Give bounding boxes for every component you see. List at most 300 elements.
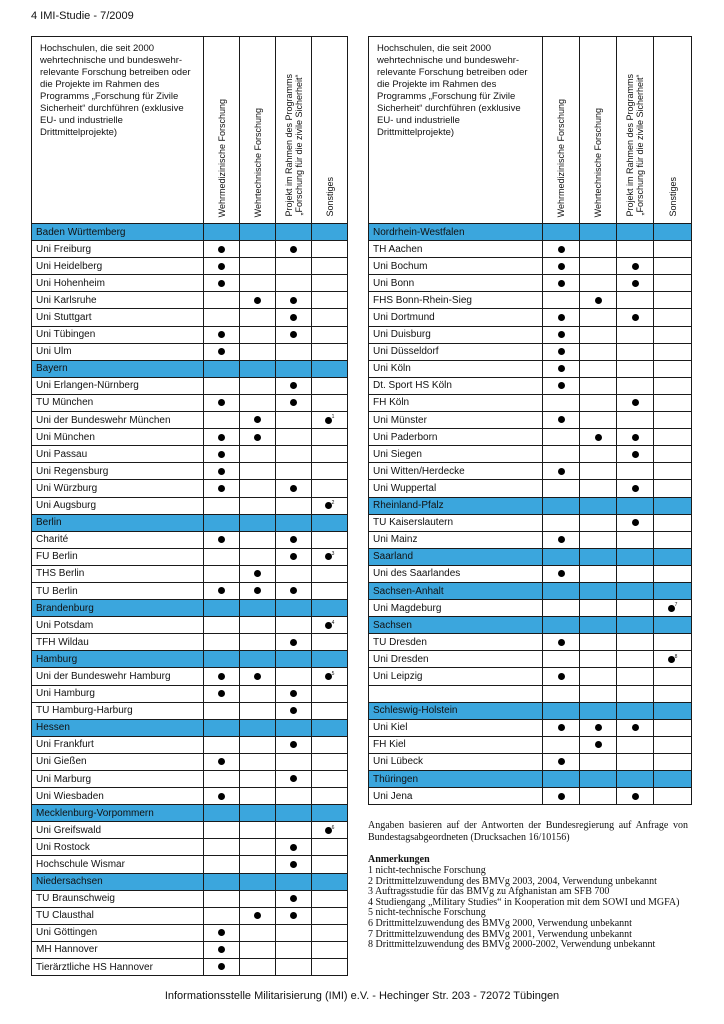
state-section-row xyxy=(369,617,692,634)
table-row xyxy=(32,241,348,258)
state-name: Sachsen-Anhalt xyxy=(369,582,543,599)
marker-cell xyxy=(312,309,348,326)
marker-cell xyxy=(654,480,692,497)
table-row xyxy=(32,771,348,788)
table-row xyxy=(32,377,348,394)
marker-cell xyxy=(240,753,276,770)
marker-cell xyxy=(312,685,348,702)
bullet-dot-icon xyxy=(290,553,297,560)
university-name: TU Hamburg-Harburg xyxy=(32,702,204,719)
col-label: Projekt im Rahmen des Programms „Forschung für die zivile Sicherheit“ xyxy=(283,74,304,217)
marker-cell xyxy=(240,634,276,651)
university-name: Uni Potsdam xyxy=(32,617,204,634)
notes-title: Anmerkungen xyxy=(368,854,430,865)
university-name: FU Berlin xyxy=(32,548,204,565)
bullet-dot-icon xyxy=(668,605,675,612)
state-name: Hessen xyxy=(32,719,204,736)
marker-cell xyxy=(240,463,276,480)
marker-cell xyxy=(204,275,240,292)
marker-cell xyxy=(617,531,654,548)
marker-cell xyxy=(312,788,348,805)
section-cell xyxy=(617,548,654,565)
marker-cell xyxy=(580,429,617,446)
section-cell xyxy=(654,548,692,565)
bullet-dot-icon xyxy=(632,724,639,731)
marker-cell xyxy=(654,292,692,309)
state-section-row xyxy=(32,651,348,668)
marker-cell xyxy=(312,582,348,599)
bullet-dot-icon xyxy=(290,639,297,646)
bullet-dot-icon xyxy=(632,314,639,321)
marker-cell xyxy=(543,514,580,531)
marker-cell xyxy=(312,839,348,856)
marker-cell xyxy=(204,241,240,258)
bullet-dot-icon xyxy=(254,416,261,423)
footnote-ref: 5 xyxy=(331,670,335,677)
right-table-body xyxy=(369,224,692,805)
university-name: TU Dresden xyxy=(369,634,543,651)
marker-cell xyxy=(617,446,654,463)
note-item: 7 Drittmittelzuwendung des BMVg 2001, Verwendung unbekannt xyxy=(368,928,632,940)
section-cell xyxy=(580,548,617,565)
col-label: Wehrtechnische Forschung xyxy=(593,107,603,217)
state-section-row xyxy=(32,719,348,736)
marker-cell xyxy=(580,275,617,292)
state-section-row xyxy=(369,497,692,514)
marker-cell xyxy=(240,326,276,343)
table-row xyxy=(369,463,692,480)
marker-cell xyxy=(312,258,348,275)
marker-cell xyxy=(240,941,276,958)
marker-cell xyxy=(240,856,276,873)
col-header-wehrmedizin xyxy=(543,37,580,224)
marker-cell xyxy=(617,275,654,292)
section-cell xyxy=(312,719,348,736)
marker-cell xyxy=(543,736,580,753)
marker-cell xyxy=(276,480,312,497)
col-header-wehrtechnik xyxy=(240,37,276,224)
marker-cell xyxy=(312,275,348,292)
bullet-dot-icon xyxy=(290,297,297,304)
university-name: TU Kaiserslautern xyxy=(369,514,543,531)
bullet-dot-icon xyxy=(254,570,261,577)
marker-cell xyxy=(654,736,692,753)
university-name: Uni Dortmund xyxy=(369,309,543,326)
bullet-dot-icon xyxy=(254,434,261,441)
bullet-dot-icon xyxy=(558,382,565,389)
bullet-dot-icon xyxy=(558,365,565,372)
state-section-row xyxy=(32,360,348,377)
marker-cell xyxy=(312,771,348,788)
marker-cell xyxy=(240,617,276,634)
marker-cell xyxy=(617,463,654,480)
section-cell xyxy=(204,360,240,377)
marker-cell xyxy=(312,702,348,719)
marker-cell xyxy=(204,463,240,480)
marker-cell xyxy=(580,258,617,275)
bullet-dot-icon xyxy=(218,331,225,338)
marker-cell xyxy=(312,343,348,360)
bullet-dot-icon xyxy=(218,263,225,270)
marker-cell xyxy=(580,736,617,753)
bullet-dot-icon xyxy=(218,946,225,953)
marker-cell xyxy=(580,565,617,582)
state-section-row xyxy=(32,873,348,890)
university-name: Uni Wiesbaden xyxy=(32,788,204,805)
university-name: TH Aachen xyxy=(369,241,543,258)
marker-cell xyxy=(617,241,654,258)
marker-cell xyxy=(543,531,580,548)
left-table-wrapper xyxy=(31,36,348,976)
marker-cell xyxy=(654,377,692,394)
empty-cell xyxy=(617,685,654,702)
notes-list xyxy=(368,866,688,951)
marker-cell xyxy=(240,702,276,719)
marker-cell xyxy=(240,377,276,394)
table-row xyxy=(369,446,692,463)
state-name: Nordrhein-Westfalen xyxy=(369,224,543,241)
marker-cell xyxy=(312,377,348,394)
university-name: Uni Göttingen xyxy=(32,924,204,941)
university-name: TU Clausthal xyxy=(32,907,204,924)
marker-cell xyxy=(312,822,348,839)
marker-cell xyxy=(654,412,692,429)
footnote-ref: 4 xyxy=(331,619,335,626)
university-name: Uni Münster xyxy=(369,412,543,429)
marker-cell xyxy=(240,241,276,258)
bullet-dot-icon xyxy=(632,793,639,800)
bullet-dot-icon xyxy=(558,793,565,800)
marker-cell xyxy=(617,600,654,617)
table-row xyxy=(369,480,692,497)
university-name: Hochschule Wismar xyxy=(32,856,204,873)
marker-cell xyxy=(204,822,240,839)
marker-cell xyxy=(617,514,654,531)
marker-cell xyxy=(654,258,692,275)
table-row xyxy=(369,531,692,548)
state-name: Bayern xyxy=(32,360,204,377)
note-item: 1 nicht-technische Forschung xyxy=(368,865,486,876)
university-name: Uni Dresden xyxy=(369,651,543,668)
university-name: Uni der Bundeswehr München xyxy=(32,412,204,429)
section-cell xyxy=(276,224,312,241)
university-name: Tierärztliche HS Hannover xyxy=(32,959,204,976)
marker-cell xyxy=(654,326,692,343)
university-name: Uni Rostock xyxy=(32,839,204,856)
marker-cell xyxy=(204,685,240,702)
marker-cell xyxy=(276,668,312,685)
bullet-dot-icon xyxy=(218,468,225,475)
university-name: Uni Kiel xyxy=(369,719,543,736)
state-name: Brandenburg xyxy=(32,600,204,617)
university-name: Uni München xyxy=(32,429,204,446)
marker-cell xyxy=(617,565,654,582)
marker-cell xyxy=(543,753,580,770)
table-row xyxy=(369,412,692,429)
bullet-dot-icon xyxy=(290,331,297,338)
section-cell xyxy=(240,600,276,617)
marker-cell xyxy=(654,309,692,326)
marker-cell xyxy=(654,343,692,360)
col-header-zivile-sicherheit xyxy=(617,37,654,224)
marker-cell xyxy=(240,412,276,429)
marker-cell xyxy=(204,668,240,685)
section-cell xyxy=(580,771,617,788)
bullet-dot-icon xyxy=(558,536,565,543)
marker-cell xyxy=(312,429,348,446)
bullet-dot-icon xyxy=(558,314,565,321)
bullet-dot-icon xyxy=(218,673,225,680)
section-cell xyxy=(276,600,312,617)
section-cell xyxy=(240,873,276,890)
marker-cell xyxy=(312,753,348,770)
table-row xyxy=(32,907,348,924)
university-name: Uni Bochum xyxy=(369,258,543,275)
marker-cell xyxy=(312,412,348,429)
university-name: Uni Jena xyxy=(369,788,543,805)
bullet-dot-icon xyxy=(325,553,332,560)
university-name: Uni Hohenheim xyxy=(32,275,204,292)
table-row xyxy=(32,582,348,599)
right-universities-table xyxy=(368,36,692,805)
col-header-wehrmedizin xyxy=(204,37,240,224)
marker-cell xyxy=(543,634,580,651)
university-name: Uni Siegen xyxy=(369,446,543,463)
bullet-dot-icon xyxy=(254,912,261,919)
university-name: Uni Mainz xyxy=(369,531,543,548)
empty-cell xyxy=(580,685,617,702)
marker-cell xyxy=(312,617,348,634)
marker-cell xyxy=(276,446,312,463)
university-name: Uni Karlsruhe xyxy=(32,292,204,309)
table-row xyxy=(369,565,692,582)
university-name: Uni Wuppertal xyxy=(369,480,543,497)
marker-cell xyxy=(543,788,580,805)
marker-cell xyxy=(312,394,348,411)
section-cell xyxy=(617,224,654,241)
col-label: Wehrtechnische Forschung xyxy=(252,107,263,217)
marker-cell xyxy=(654,446,692,463)
section-cell xyxy=(617,497,654,514)
bullet-dot-icon xyxy=(558,639,565,646)
university-name: Uni Greifswald xyxy=(32,822,204,839)
marker-cell xyxy=(204,497,240,514)
bullet-dot-icon xyxy=(632,263,639,270)
section-cell xyxy=(543,497,580,514)
marker-cell xyxy=(312,634,348,651)
section-cell xyxy=(240,651,276,668)
col-header-zivile-sicherheit xyxy=(276,37,312,224)
bullet-dot-icon xyxy=(595,724,602,731)
bullet-dot-icon xyxy=(218,485,225,492)
university-name: Uni Paderborn xyxy=(369,429,543,446)
bullet-dot-icon xyxy=(218,451,225,458)
marker-cell xyxy=(240,394,276,411)
table-row xyxy=(369,275,692,292)
marker-cell xyxy=(543,565,580,582)
state-name: Sachsen xyxy=(369,617,543,634)
note-item: 5 nicht-technische Forschung xyxy=(368,907,486,919)
marker-cell xyxy=(543,463,580,480)
marker-cell xyxy=(654,241,692,258)
marker-cell xyxy=(240,548,276,565)
marker-cell xyxy=(204,258,240,275)
marker-cell xyxy=(204,941,240,958)
marker-cell xyxy=(276,890,312,907)
marker-cell xyxy=(240,446,276,463)
marker-cell xyxy=(617,480,654,497)
empty-cell xyxy=(543,685,580,702)
university-name: Uni Hamburg xyxy=(32,685,204,702)
university-name: Uni Bonn xyxy=(369,275,543,292)
marker-cell xyxy=(276,941,312,958)
bullet-dot-icon xyxy=(558,416,565,423)
state-name: Niedersachsen xyxy=(32,873,204,890)
marker-cell xyxy=(204,377,240,394)
table-row xyxy=(32,753,348,770)
section-cell xyxy=(617,582,654,599)
marker-cell xyxy=(654,514,692,531)
marker-cell xyxy=(543,377,580,394)
bullet-dot-icon xyxy=(290,861,297,868)
section-cell xyxy=(580,224,617,241)
page-header: 4 IMI-Studie - 7/2009 xyxy=(31,10,134,22)
marker-cell xyxy=(276,292,312,309)
university-name: Uni der Bundeswehr Hamburg xyxy=(32,668,204,685)
marker-cell xyxy=(617,753,654,770)
bullet-dot-icon xyxy=(290,536,297,543)
state-section-row xyxy=(369,582,692,599)
table-row xyxy=(32,394,348,411)
marker-cell xyxy=(580,753,617,770)
marker-cell xyxy=(204,429,240,446)
note-item: 8 Drittmittelzuwendung des BMVg 2000-2002, Verwendung unbekannt xyxy=(368,939,656,951)
bullet-dot-icon xyxy=(218,536,225,543)
marker-cell xyxy=(204,856,240,873)
table-description: Hochschulen, die seit 2000 wehrtechnische und bundeswehr-relevante Forschung betreiben oder die Projekte im Rahmen des Programms „Forschung für Zivile Sicherheit“ durchführen (exklusive EU- und industrielle Drittmittelprojekte) xyxy=(369,37,543,224)
marker-cell xyxy=(240,685,276,702)
section-cell xyxy=(580,702,617,719)
university-name: FH Kiel xyxy=(369,736,543,753)
marker-cell xyxy=(204,959,240,976)
university-name: TFH Wildau xyxy=(32,634,204,651)
marker-cell xyxy=(580,412,617,429)
section-cell xyxy=(276,514,312,531)
marker-cell xyxy=(617,360,654,377)
marker-cell xyxy=(240,890,276,907)
state-section-row xyxy=(32,514,348,531)
section-cell xyxy=(204,805,240,822)
section-cell xyxy=(276,805,312,822)
marker-cell xyxy=(654,668,692,685)
section-cell xyxy=(654,702,692,719)
section-cell xyxy=(312,651,348,668)
marker-cell xyxy=(543,412,580,429)
table-row xyxy=(32,497,348,514)
state-section-row xyxy=(369,224,692,241)
university-name: Uni Witten/Herdecke xyxy=(369,463,543,480)
col-header-sonstiges xyxy=(312,37,348,224)
section-cell xyxy=(240,360,276,377)
marker-cell xyxy=(543,258,580,275)
university-name: Uni Tübingen xyxy=(32,326,204,343)
marker-cell xyxy=(617,719,654,736)
marker-cell xyxy=(580,326,617,343)
bullet-dot-icon xyxy=(595,741,602,748)
section-cell xyxy=(543,771,580,788)
marker-cell xyxy=(654,394,692,411)
university-name: THS Berlin xyxy=(32,565,204,582)
bullet-dot-icon xyxy=(632,519,639,526)
marker-cell xyxy=(312,241,348,258)
section-cell xyxy=(654,497,692,514)
marker-cell xyxy=(580,309,617,326)
table-row xyxy=(32,617,348,634)
state-name: Mecklenburg-Vorpommern xyxy=(32,805,204,822)
table-row xyxy=(32,924,348,941)
state-section-row xyxy=(32,224,348,241)
marker-cell xyxy=(543,719,580,736)
bullet-dot-icon xyxy=(218,963,225,970)
marker-cell xyxy=(543,275,580,292)
note-item: 2 Drittmittelzuwendung des BMVg 2003, 2004, Verwendung unbekannt xyxy=(368,875,657,887)
table-description: Hochschulen, die seit 2000 wehrtechnische und bundeswehr-relevante Forschung betreiben oder die Projekte im Rahmen des Programms „Forschung für Zivile Sicherheit“ durchführen (exklusive EU- und industrielle Drittmittelprojekte) xyxy=(32,37,204,224)
bullet-dot-icon xyxy=(218,246,225,253)
marker-cell xyxy=(580,531,617,548)
marker-cell xyxy=(204,788,240,805)
bullet-dot-icon xyxy=(632,280,639,287)
source-note: Angaben basieren auf der Antworten der Bundesregierung auf Anfrage von Bundestagsabgeordneten (Drucksachen 16/10156) xyxy=(368,820,688,843)
marker-cell xyxy=(240,822,276,839)
section-cell xyxy=(312,805,348,822)
table-row xyxy=(32,822,348,839)
footnote-ref: 2 xyxy=(331,499,335,506)
marker-cell xyxy=(276,907,312,924)
marker-cell xyxy=(276,924,312,941)
table-row xyxy=(369,394,692,411)
table-row xyxy=(369,241,692,258)
section-cell xyxy=(617,617,654,634)
marker-cell xyxy=(543,600,580,617)
bullet-dot-icon xyxy=(290,707,297,714)
bullet-dot-icon xyxy=(558,280,565,287)
table-row xyxy=(32,702,348,719)
marker-cell xyxy=(580,668,617,685)
marker-cell xyxy=(276,702,312,719)
table-row xyxy=(32,685,348,702)
marker-cell xyxy=(654,275,692,292)
marker-cell xyxy=(617,309,654,326)
section-cell xyxy=(654,771,692,788)
section-cell xyxy=(204,224,240,241)
marker-cell xyxy=(204,617,240,634)
marker-cell xyxy=(276,429,312,446)
marker-cell xyxy=(543,651,580,668)
section-cell xyxy=(276,651,312,668)
table-row xyxy=(369,719,692,736)
marker-cell xyxy=(240,531,276,548)
table-row xyxy=(32,941,348,958)
marker-cell xyxy=(580,651,617,668)
bullet-dot-icon xyxy=(632,434,639,441)
col-header-sonstiges xyxy=(654,37,692,224)
table-row xyxy=(32,463,348,480)
section-cell xyxy=(312,600,348,617)
table-row xyxy=(32,856,348,873)
marker-cell xyxy=(204,292,240,309)
marker-cell xyxy=(580,514,617,531)
marker-cell xyxy=(617,736,654,753)
